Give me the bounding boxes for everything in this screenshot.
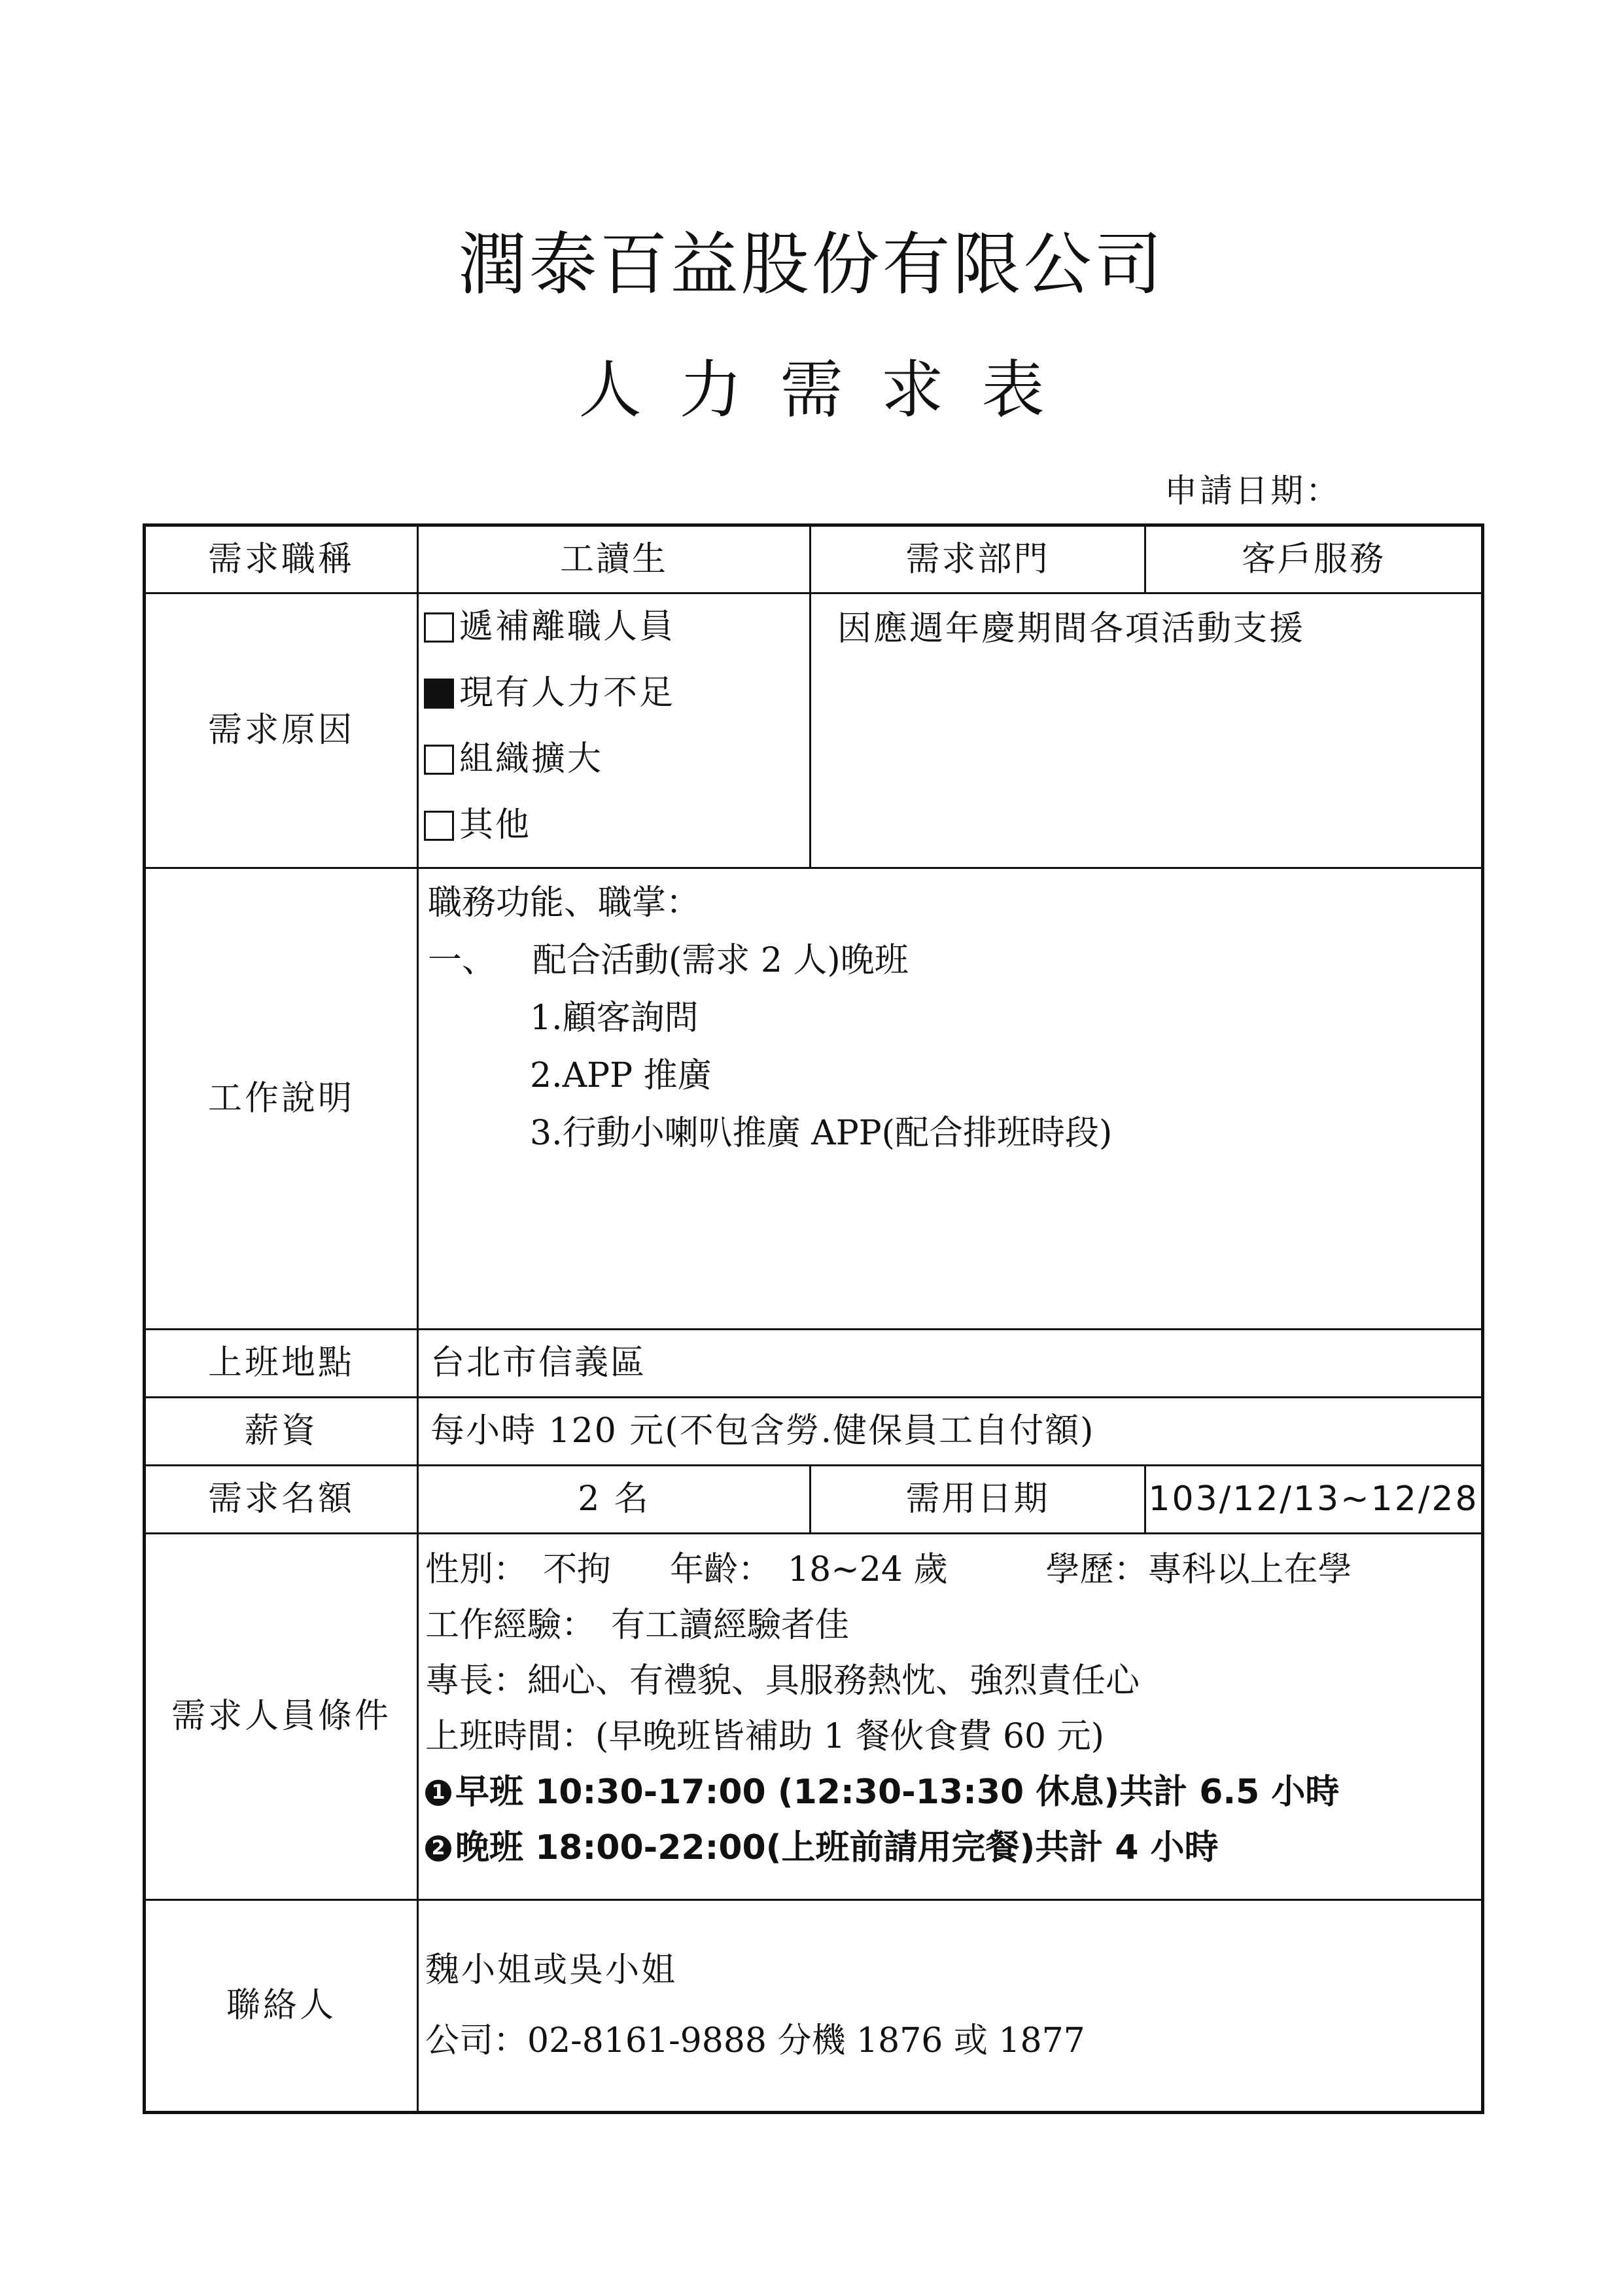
morning-shift: 1 早班 10:30-17:00 (12:30-13:30 休息)共計 6.5 小時 xyxy=(425,1765,1481,1820)
needed-date-label: 需用日期 xyxy=(811,1466,1145,1534)
contact-label: 聯絡人 xyxy=(145,1900,418,2113)
location-row xyxy=(145,1330,1483,1398)
company-name: 潤泰百益股份有限公司 xyxy=(458,224,1165,304)
needed-date-value: 103/12/13~12/28 xyxy=(1145,1466,1483,1534)
duty-subitem: 1.顧客詢問 xyxy=(530,998,699,1038)
age-value: 18~24 歲 xyxy=(788,1550,948,1590)
application-date-label: 申請日期： xyxy=(1164,472,1341,510)
duty-item-number: 一、 xyxy=(428,940,497,980)
duty-subitem: 2.APP 推廣 xyxy=(530,1055,712,1095)
reason-option-replacement[interactable]: 遞補離職人員 xyxy=(419,594,809,660)
education-value: 專科以上在學 xyxy=(1147,1550,1352,1590)
requirements-row xyxy=(145,1534,1483,1900)
evening-shift: 2 晚班 18:00-22:00(上班前請用完餐)共計 4 小時 xyxy=(425,1820,1481,1876)
working-hours: 上班時間：(早晚班皆補助 1 餐伙食費 60 元) xyxy=(425,1717,1104,1757)
salary-label: 薪資 xyxy=(145,1398,418,1466)
job-title-value: 工讀生 xyxy=(418,525,811,593)
form-title: 人力需求表 xyxy=(578,353,1083,427)
duty-heading: 職務功能、職掌： xyxy=(428,883,701,923)
contact-row xyxy=(145,1900,1483,2113)
skills: 專長：細心、有禮貌、具服務熱忱、強烈責任心 xyxy=(425,1661,1140,1701)
experience-value: 有工讀經驗者佳 xyxy=(611,1606,850,1646)
department-label: 需求部門 xyxy=(811,525,1145,593)
age-label: 年齡： xyxy=(670,1550,773,1590)
location-value: 台北市信義區 xyxy=(418,1330,1483,1398)
requirements-details xyxy=(418,1534,1483,1900)
gender-value: 不拘 xyxy=(543,1550,612,1590)
contact-details xyxy=(418,1900,1483,2113)
location-label: 上班地點 xyxy=(145,1330,418,1398)
number-one-icon: 1 xyxy=(425,1780,451,1806)
requirements-label: 需求人員條件 xyxy=(145,1534,418,1900)
reason-note: 因應週年慶期間各項活動支援 xyxy=(811,593,1483,868)
job-title-label: 需求職稱 xyxy=(145,525,418,593)
number-two-icon: 2 xyxy=(425,1835,451,1862)
title-row xyxy=(145,525,1483,593)
checkbox-other[interactable] xyxy=(424,811,454,841)
duty-subitem: 3.行動小喇叭推廣 APP(配合排班時段) xyxy=(530,1113,1113,1153)
quota-row xyxy=(145,1466,1483,1534)
reason-label: 需求原因 xyxy=(145,593,418,868)
department-value: 客戶服務 xyxy=(1145,525,1483,593)
gender-label: 性別： xyxy=(425,1550,528,1590)
reason-row xyxy=(145,593,1483,868)
work-label: 工作說明 xyxy=(145,868,418,1330)
quota-label: 需求名額 xyxy=(145,1466,418,1534)
duty-item-text: 配合活動(需求 2 人)晚班 xyxy=(532,940,909,980)
checkbox-expansion[interactable] xyxy=(424,745,454,775)
reason-option-other[interactable]: 其他 xyxy=(419,792,809,858)
checkbox-replacement[interactable] xyxy=(424,612,454,643)
contact-phone: 公司：02-8161-9888 分機 1876 或 1877 xyxy=(425,2021,1085,2061)
work-row xyxy=(145,868,1483,1330)
reason-option-expansion[interactable]: 組織擴大 xyxy=(419,726,809,792)
education-label: 學歷： xyxy=(1045,1550,1148,1590)
reason-option-shortage[interactable]: 現有人力不足 xyxy=(419,660,809,726)
work-description xyxy=(418,868,1483,1330)
experience-label: 工作經驗： xyxy=(425,1606,596,1646)
salary-value: 每小時 120 元(不包含勞.健保員工自付額) xyxy=(418,1398,1483,1466)
reason-options xyxy=(418,593,811,868)
checkbox-shortage[interactable] xyxy=(424,679,454,709)
contact-name: 魏小姐或吳小姐 xyxy=(425,1951,678,1990)
quota-value: 2 名 xyxy=(418,1466,811,1534)
requisition-table xyxy=(143,523,1484,2114)
salary-row xyxy=(145,1398,1483,1466)
